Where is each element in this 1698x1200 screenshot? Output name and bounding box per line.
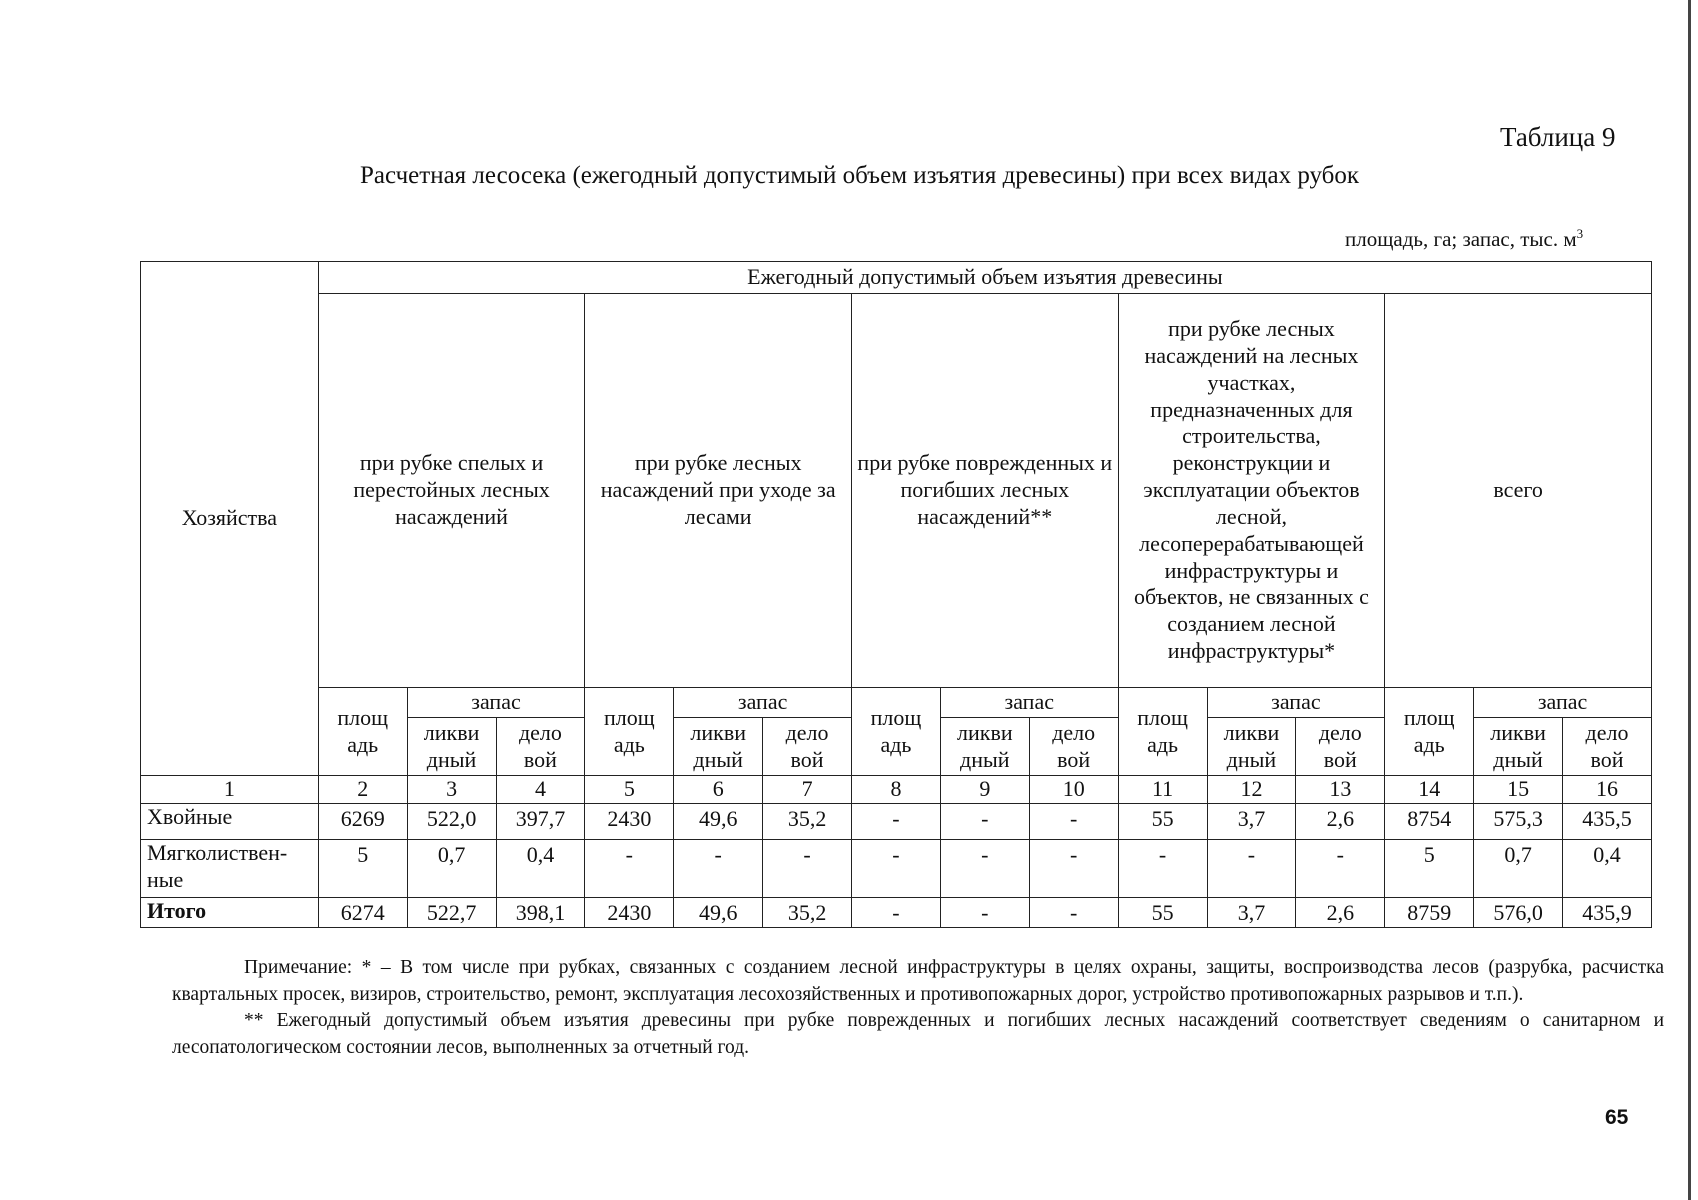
table-cell: 8759: [1385, 897, 1474, 927]
subheader-liquid: ликви дный: [407, 718, 496, 776]
column-number-row: [141, 776, 1652, 804]
column-number: 14: [1385, 776, 1474, 804]
table-cell: 435,5: [1563, 803, 1652, 839]
subheader-area: площ адь: [852, 688, 941, 776]
subheader-area: площ адь: [1385, 688, 1474, 776]
row-name: Хвойные: [141, 803, 319, 839]
table-cell: -: [852, 839, 941, 897]
table-cell: 3,7: [1207, 803, 1296, 839]
subheader-business: дело вой: [1296, 718, 1385, 776]
column-number: 7: [763, 776, 852, 804]
table-cell: 55: [1118, 897, 1207, 927]
table-cell: 398,1: [496, 897, 585, 927]
column-number: 16: [1563, 776, 1652, 804]
table-cell: 3,7: [1207, 897, 1296, 927]
footnote-2: ** Ежегодный допустимый объем изъятия древесины при рубке поврежденных и погибших лесных насаждений соответствует сведениям о санитарном и лесопатологическом состоянии лесов, выполненных за отчетный год.: [172, 1010, 1664, 1058]
subheader-stock: запас: [1207, 688, 1385, 718]
column-number: 8: [852, 776, 941, 804]
column-number: 13: [1296, 776, 1385, 804]
header-group-care: при рубке лесных насаждений при уходе за лесами: [585, 294, 852, 688]
table-cell: 522,7: [407, 897, 496, 927]
table-cell: 49,6: [674, 803, 763, 839]
table-cell: -: [1029, 839, 1118, 897]
page-number: 65: [1605, 1106, 1629, 1129]
table-cell: 575,3: [1474, 803, 1563, 839]
table-cell: -: [1029, 803, 1118, 839]
table-title: Расчетная лесосека (ежегодный допустимый объем изъятия древесины) при всех видах рубок: [360, 162, 1360, 189]
table-cell: 2430: [585, 803, 674, 839]
table-cell: -: [940, 803, 1029, 839]
table-label: Таблица 9: [1500, 122, 1616, 152]
subheader-liquid: ликви дный: [940, 718, 1029, 776]
subheader-area: площ адь: [1118, 688, 1207, 776]
table-cell: 5: [318, 839, 407, 897]
subheader-stock: запас: [940, 688, 1118, 718]
subheader-area: площ адь: [318, 688, 407, 776]
table-cell: 35,2: [763, 803, 852, 839]
subheader-area: площ адь: [585, 688, 674, 776]
table-cell: -: [585, 839, 674, 897]
table-cell: -: [940, 839, 1029, 897]
column-number: 3: [407, 776, 496, 804]
table-cell: 397,7: [496, 803, 585, 839]
table-cell: -: [1207, 839, 1296, 897]
subheader-stock: запас: [674, 688, 852, 718]
header-annual-volume: Ежегодный допустимый объем изъятия древесины: [318, 262, 1651, 294]
row-name-total: Итого: [141, 897, 319, 927]
table-cell: 0,4: [496, 839, 585, 897]
table-cell: -: [1029, 897, 1118, 927]
table-cell: 49,6: [674, 897, 763, 927]
units-caption: [1345, 226, 1583, 252]
table-cell: -: [763, 839, 852, 897]
header-group-damaged: при рубке поврежденных и погибших лесных насаждений**: [852, 294, 1119, 688]
table-cell: 2430: [585, 897, 674, 927]
table-cell: 55: [1118, 803, 1207, 839]
table-row-total: [141, 897, 1652, 927]
table-cell: -: [674, 839, 763, 897]
header-group-construction: при рубке лесных насаждений на лесных участках, предназначенных для строительства, реконструкции и эксплуатации объектов лесной, лесоперерабатывающей инфраструктуры и объектов, не связанных с созданием лесной инфраструктуры*: [1118, 294, 1385, 688]
units-exponent: 3: [1576, 226, 1584, 241]
table-cell: 522,0: [407, 803, 496, 839]
table-cell: -: [1118, 839, 1207, 897]
table-cell: 6274: [318, 897, 407, 927]
table-cell: 576,0: [1474, 897, 1563, 927]
table-cell: 435,9: [1563, 897, 1652, 927]
subheader-liquid: ликви дный: [1207, 718, 1296, 776]
column-number: 10: [1029, 776, 1118, 804]
table-cell: 0,7: [407, 839, 496, 897]
header-group-mature: при рубке спелых и перестойных лесных насаждений: [318, 294, 585, 688]
column-number: 12: [1207, 776, 1296, 804]
footnote-1: Примечание: * – В том числе при рубках, связанных с созданием лесной инфраструктуры в целях охраны, защиты, воспроизводства лесов (разрубка, расчистка квартальных просек, визиров, строительство, ремонт, эксплуатация лесохозяйственных и противопожарных дорог, устройство противопожарных разрывов и т.п.).: [172, 957, 1664, 1005]
table-cell: 0,7: [1474, 839, 1563, 897]
header-farms: Хозяйства: [141, 262, 319, 776]
allowable-cut-table: [140, 261, 1652, 928]
subheader-business: дело вой: [1029, 718, 1118, 776]
footnotes: [172, 955, 1664, 1061]
subheader-stock: запас: [407, 688, 585, 718]
column-number: 15: [1474, 776, 1563, 804]
table-row-softwood: [141, 839, 1652, 897]
column-number: 1: [141, 776, 319, 804]
table-row-conifers: [141, 803, 1652, 839]
subheader-stock: запас: [1474, 688, 1652, 718]
table-cell: 2,6: [1296, 897, 1385, 927]
table-cell: -: [1296, 839, 1385, 897]
table-cell: 5: [1385, 839, 1474, 897]
column-number: 2: [318, 776, 407, 804]
table-cell: 2,6: [1296, 803, 1385, 839]
column-number: 4: [496, 776, 585, 804]
row-name: Мягколиствен- ные: [141, 839, 319, 897]
subheader-business: дело вой: [496, 718, 585, 776]
subheader-liquid: ликви дный: [1474, 718, 1563, 776]
page-edge-line: [1688, 0, 1691, 1200]
column-number: 5: [585, 776, 674, 804]
table-cell: -: [852, 803, 941, 839]
subheader-liquid: ликви дный: [674, 718, 763, 776]
column-number: 11: [1118, 776, 1207, 804]
header-group-total: всего: [1385, 294, 1652, 688]
table-cell: 8754: [1385, 803, 1474, 839]
column-number: 6: [674, 776, 763, 804]
subheader-business: дело вой: [763, 718, 852, 776]
table-cell: 35,2: [763, 897, 852, 927]
table-cell: 0,4: [1563, 839, 1652, 897]
table-cell: -: [940, 897, 1029, 927]
table-cell: 6269: [318, 803, 407, 839]
subheader-business: дело вой: [1563, 718, 1652, 776]
table-cell: -: [852, 897, 941, 927]
column-number: 9: [940, 776, 1029, 804]
units-text: площадь, га; запас, тыс. м: [1345, 227, 1577, 251]
